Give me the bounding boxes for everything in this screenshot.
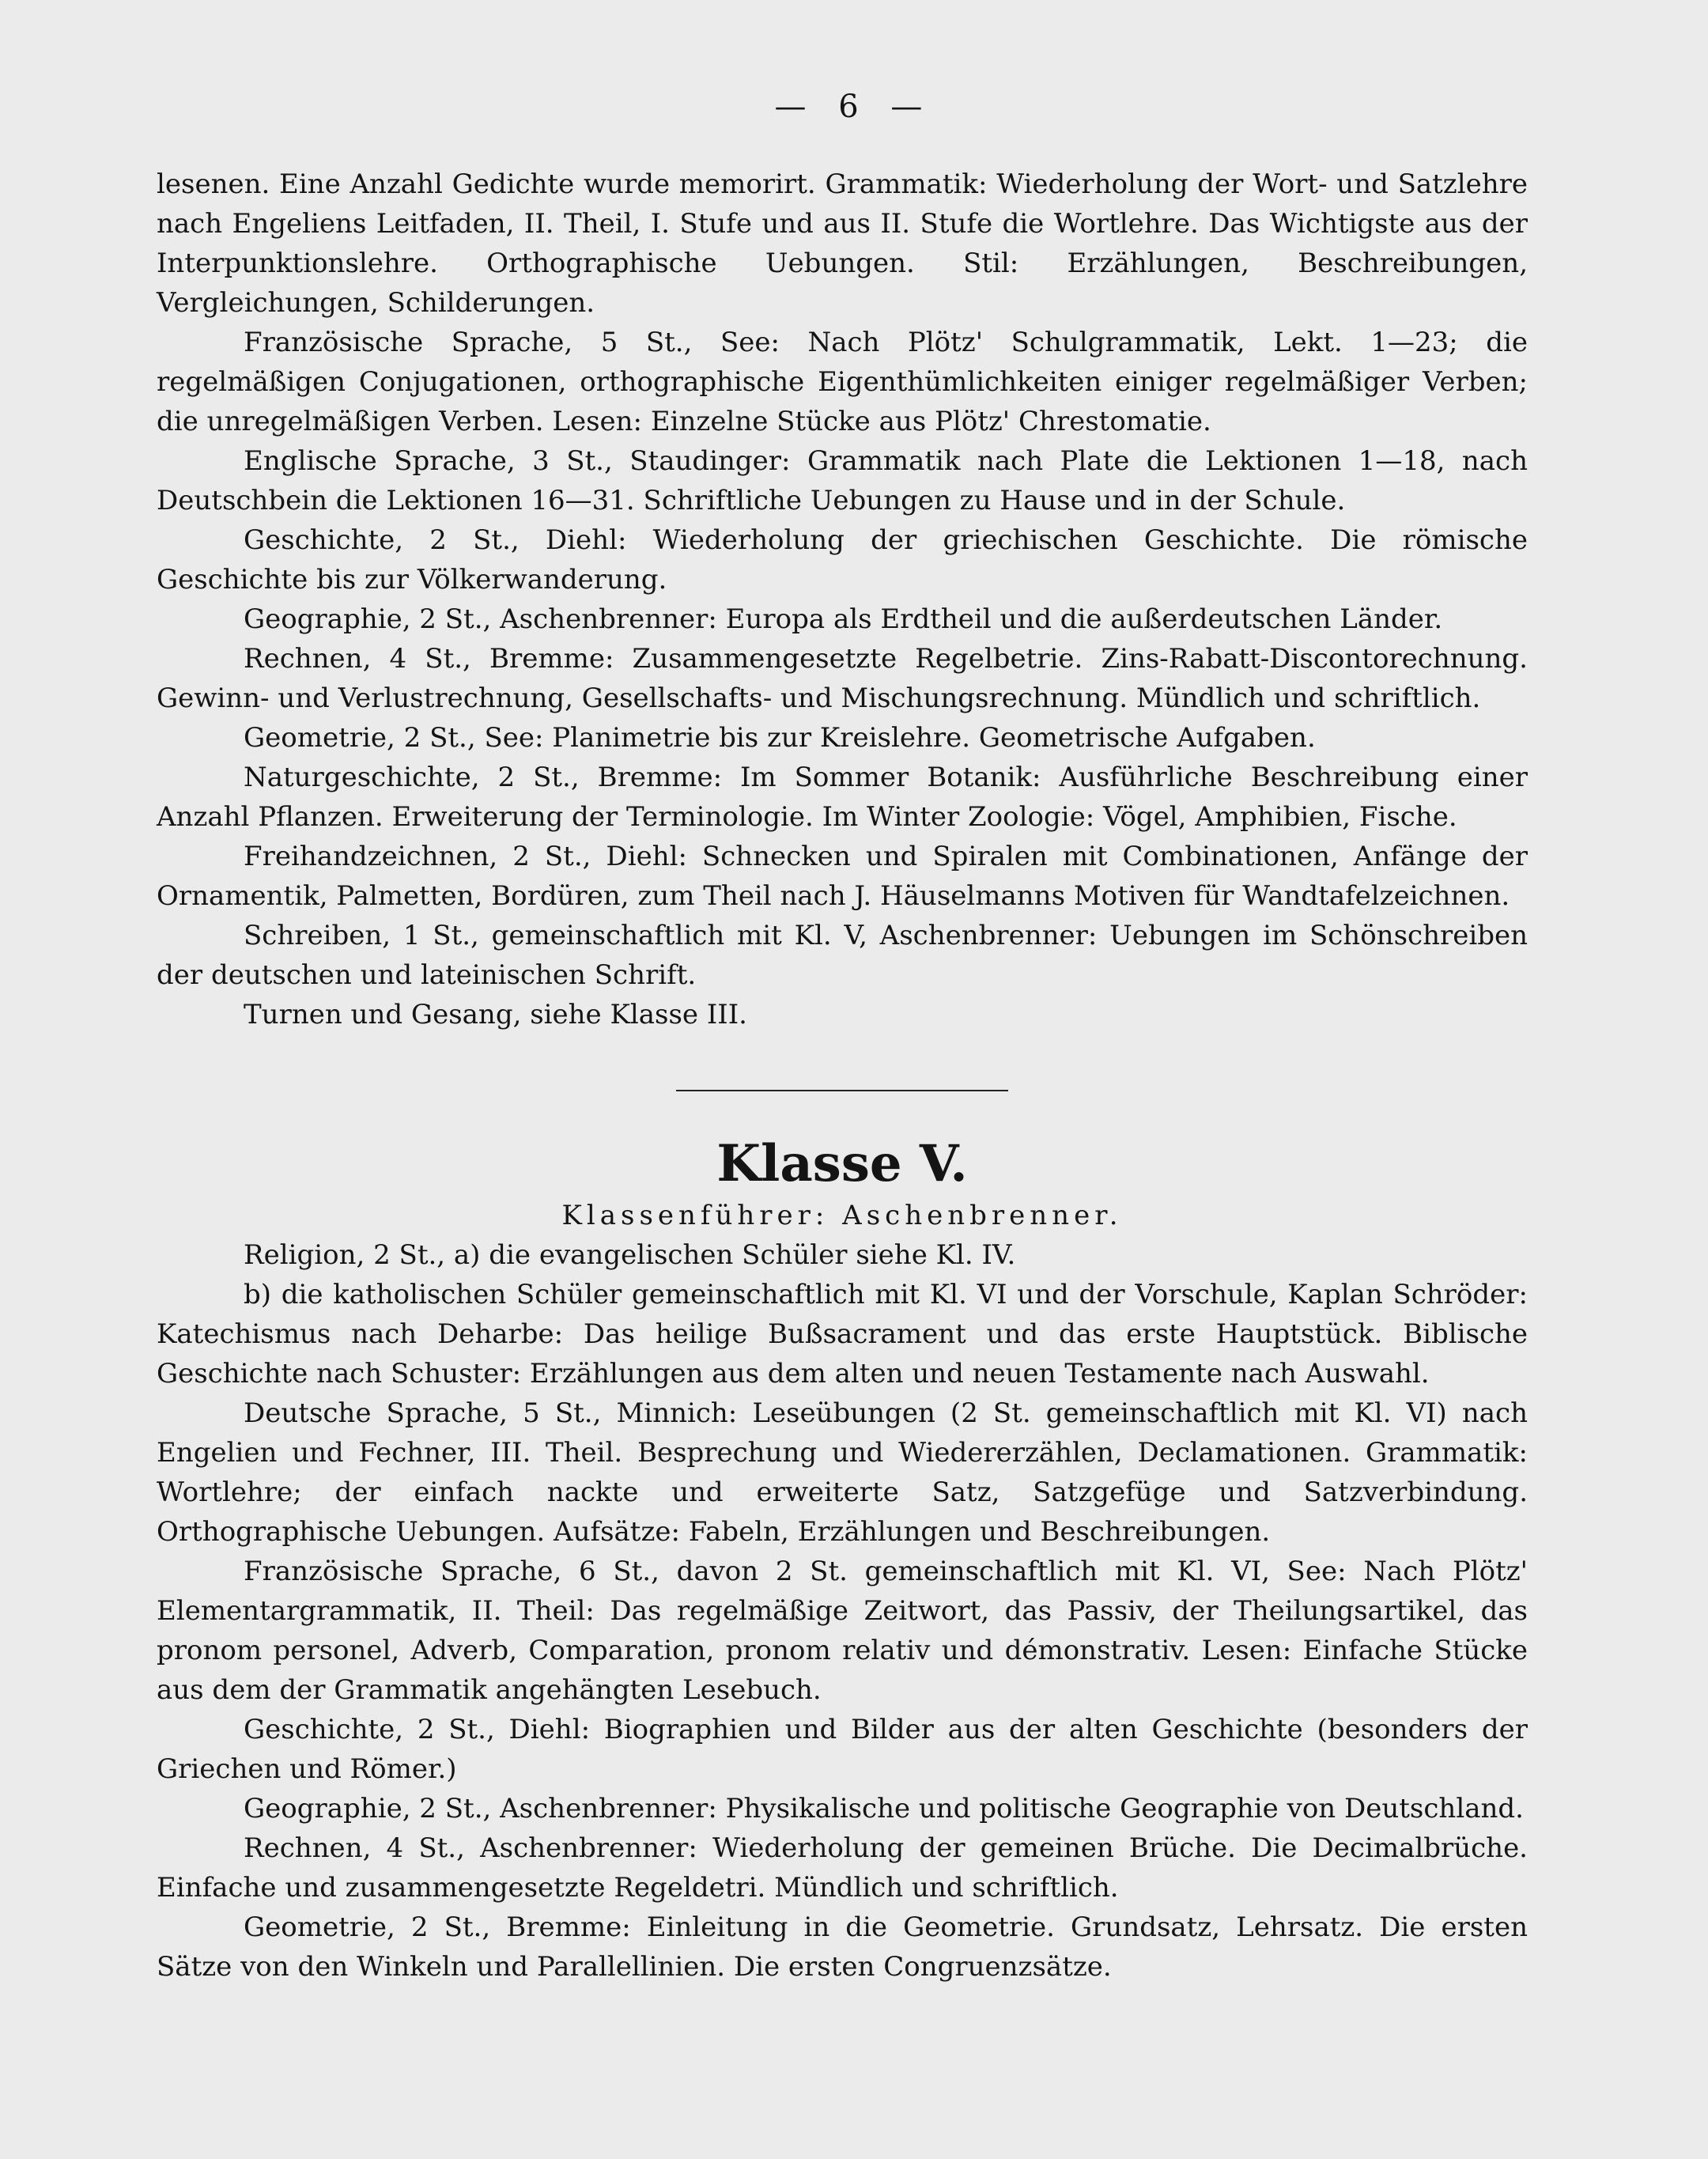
paragraph-geometry: Geometrie, 2 St., See: Planimetrie bis zur Kreislehre. Geometrische Aufgaben.	[244, 722, 1316, 754]
page-number: — 6 —	[774, 89, 934, 125]
paragraph-history-v: Geschichte, 2 St., Diehl: Biographien und Bilder aus der alten Geschichte (besonders der Griechen und Römer.)	[157, 1714, 1528, 1785]
paragraph-geography: Geographie, 2 St., Aschenbrenner: Europa als Erdtheil und die außerdeutschen Länder.	[244, 603, 1443, 635]
paragraph-arithmetic-v: Rechnen, 4 St., Aschenbrenner: Wiederholung der gemeinen Brüche. Die Decimalbrüche. Einfache und zusammengesetzte Regeldetri. Mündlich und schriftlich.	[157, 1832, 1528, 1904]
paragraph-german-continuation: lesenen. Eine Anzahl Gedichte wurde memorirt. Grammatik: Wiederholung der Wort- und Satzlehre nach Engeliens Leitfaden, II. Theil, I. Stufe und aus II. Stufe die Wortlehre. Das Wichtigste aus der Interpunktionslehre. Orthographische Uebungen. Stil: Erzählungen, Beschreibungen, Vergleichungen, Schilderungen.	[157, 168, 1528, 319]
section-title: Klasse V.	[716, 1134, 968, 1193]
paragraph-freehand-drawing: Freihandzeichnen, 2 St., Diehl: Schnecken und Spiralen mit Combinationen, Anfänge der Ornamentik, Palmetten, Bordüren, zum Theil nach J. Häuselmanns Motiven für Wandtafelzeichnen.	[157, 841, 1528, 912]
paragraph-english: Englische Sprache, 3 St., Staudinger: Grammatik nach Plate die Lektionen 1—18, nach Deutschbein die Lektionen 16—31. Schriftliche Uebungen zu Hause und in der Schule.	[157, 445, 1528, 516]
paragraph-french: Französische Sprache, 5 St., See: Nach Plötz' Schulgrammatik, Lekt. 1—23; die regelmäßigen Conjugationen, orthographische Eigenthümlichkeiten einiger regelmäßiger Verben; die unregelmäßigen Verben. Lesen: Einzelne Stücke aus Plötz' Chrestomatie.	[157, 327, 1528, 437]
paragraph-geography-v: Geographie, 2 St., Aschenbrenner: Physikalische und politische Geographie von Deutschland.	[244, 1793, 1524, 1824]
main-text	[157, 164, 1528, 1987]
paragraph-religion: Religion, 2 St., a) die evangelischen Schüler siehe Kl. IV.	[244, 1239, 1016, 1271]
paragraph-history: Geschichte, 2 St., Diehl: Wiederholung der griechischen Geschichte. Die römische Geschichte bis zur Völkerwanderung.	[157, 524, 1528, 596]
paragraph-geometry-v: Geometrie, 2 St., Bremme: Einleitung in die Geometrie. Grundsatz, Lehrsatz. Die ersten Sätze von den Winkeln und Parallellinien. Die ersten Congruenzsätze.	[157, 1911, 1528, 1983]
paragraph-natural-history: Naturgeschichte, 2 St., Bremme: Im Sommer Botanik: Ausführliche Beschreibung einer Anzahl Pflanzen. Erweiterung der Terminologie. Im Winter Zoologie: Vögel, Amphibien, Fische.	[157, 762, 1528, 833]
class-leader: Klassenführer: Aschenbrenner.	[561, 1200, 1123, 1231]
section-divider	[676, 1090, 1008, 1091]
paragraph-gymnastics-singing: Turnen und Gesang, siehe Klasse III.	[244, 999, 747, 1030]
paragraph-french-v: Französische Sprache, 6 St., davon 2 St. gemeinschaftlich mit Kl. VI, See: Nach Plötz' Elementargrammatik, II. Theil: Das regelmäßige Zeitwort, das Passiv, der Theilungsartikel, das pronom personel, Adverb, Comparation, pronom relativ und démonstrativ. Lesen: Einfache Stücke aus dem der Grammatik angehängten Lesebuch.	[157, 1556, 1528, 1706]
paragraph-german: Deutsche Sprache, 5 St., Minnich: Leseübungen (2 St. gemeinschaftlich mit Kl. VI) nach Engelien und Fechner, III. Theil. Besprechung und Wiedererzählen, Declamationen. Grammatik: Wortlehre; der einfach nackte und erweiterte Satz, Satzgefüge und Satzverbindung. Orthographische Uebungen. Aufsätze: Fabeln, Erzählungen und Beschreibungen.	[157, 1397, 1528, 1548]
paragraph-arithmetic: Rechnen, 4 St., Bremme: Zusammengesetzte Regelbetrie. Zins-Rabatt-Discontorechnung. Gewinn- und Verlustrechnung, Gesellschafts- und Mischungsrechnung. Mündlich und schriftlich.	[157, 643, 1528, 714]
paragraph-writing: Schreiben, 1 St., gemeinschaftlich mit Kl. V, Aschenbrenner: Uebungen im Schönschreiben der deutschen und lateinischen Schrift.	[157, 920, 1528, 991]
paragraph-religion-catholic: b) die katholischen Schüler gemeinschaftlich mit Kl. VI und der Vorschule, Kaplan Schröder: Katechismus nach Deharbe: Das heilige Bußsacrament und das erste Hauptstück. Biblische Geschichte nach Schuster: Erzählungen aus dem alten und neuen Testamente nach Auswahl.	[157, 1279, 1528, 1390]
